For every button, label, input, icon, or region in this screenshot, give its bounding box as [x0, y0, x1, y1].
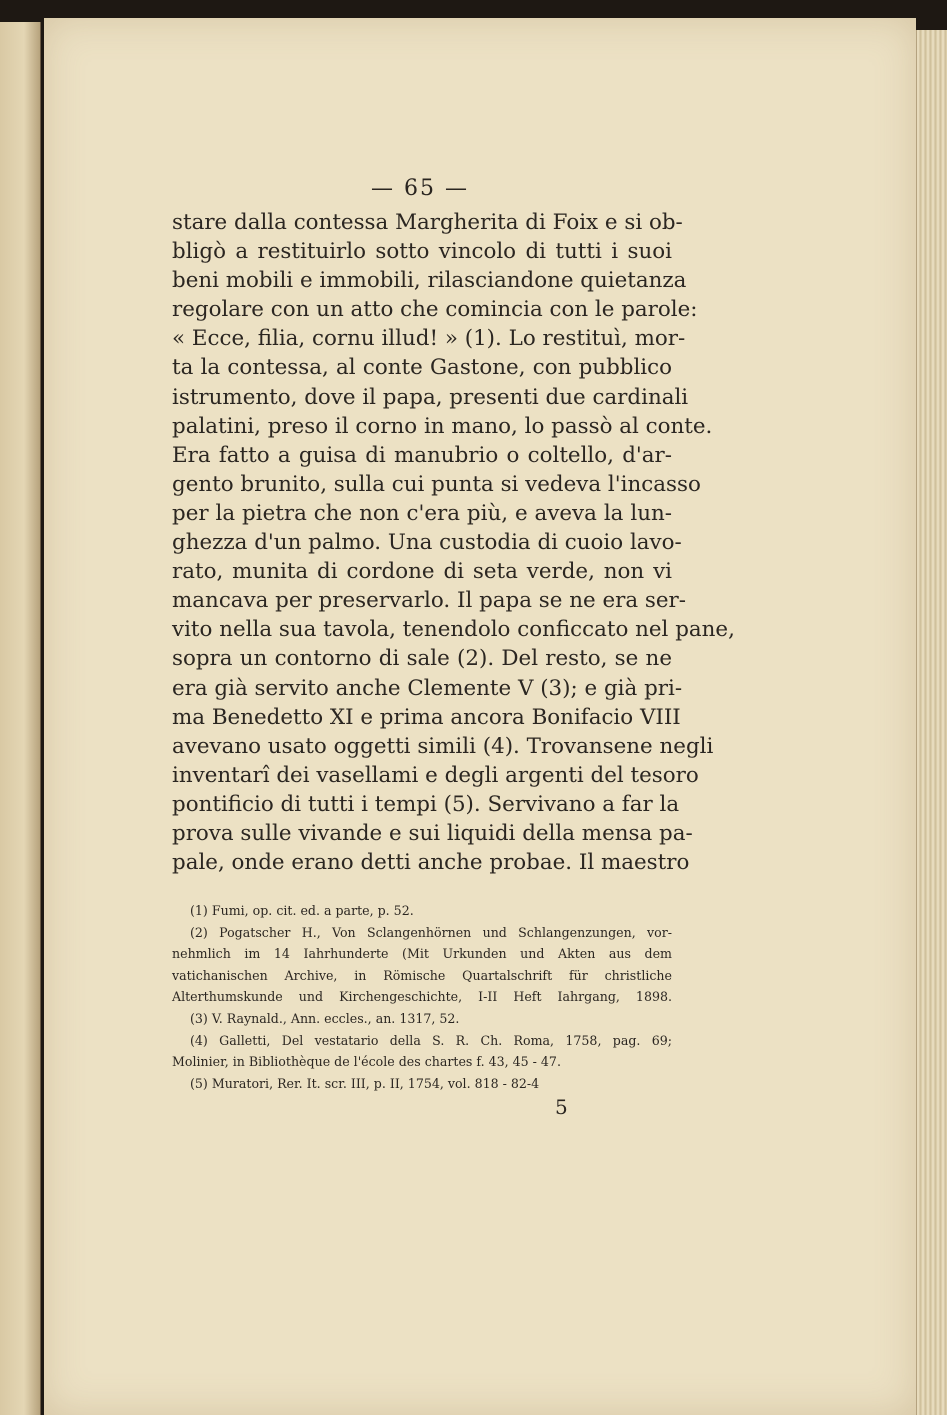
- body-line: per la pietra che non c'era più, e aveva la lun-: [172, 500, 672, 526]
- footnote: Molinier, in Bibliothèque de l'école des chartes f. 43, 45 - 47.: [172, 1054, 561, 1070]
- body-line: regolare con un atto che comincia con le parole:: [172, 297, 698, 323]
- body-line: Era fatto a guisa di manubrio o coltello, d'ar-: [172, 442, 672, 468]
- page-stack-edge: [916, 30, 947, 1415]
- footnote: (5) Muratori, Rer. It. scr. III, p. II, 1754, vol. 818 - 82-4: [190, 1075, 540, 1091]
- footnote: (2) Pogatscher H., Von Sclangenhörnen und Schlangenzungen, vor-: [190, 924, 672, 940]
- body-line: era già servito anche Clemente V (3); e già pri-: [172, 675, 683, 701]
- body-line: ta la contessa, al conte Gastone, con pubblico: [172, 355, 672, 381]
- body-line: mancava per preservarlo. Il papa se ne era ser-: [172, 588, 686, 614]
- body-line: inventarî dei vasellami e degli argenti del tesoro: [172, 762, 699, 788]
- body-line: ma Benedetto XI e prima ancora Bonifacio VIII: [172, 704, 681, 730]
- body-line: stare dalla contessa Margherita di Foix e si ob-: [172, 210, 683, 235]
- left-page-edge: [0, 22, 41, 1415]
- body-line: vito nella sua tavola, tenendolo conficcato nel pane,: [172, 617, 735, 643]
- footnote: (4) Galletti, Del vestatario della S. R. Ch. Roma, 1758, pag. 69;: [190, 1032, 672, 1048]
- body-line: « Ecce, filia, cornu illud! » (1). Lo restituì, mor-: [172, 326, 686, 352]
- footnotes: [172, 900, 672, 1094]
- footnote: nehmlich im 14 Iahrhunderte (Mit Urkunden und Akten aus dem: [172, 946, 672, 962]
- body-line: gento brunito, sulla cui punta si vedeva l'incasso: [172, 471, 701, 497]
- body-line: avevano usato oggetti simili (4). Trovansene negli: [172, 733, 714, 759]
- footnote: (3) V. Raynald., Ann. eccles., an. 1317, 52.: [190, 1010, 460, 1026]
- body-line: ghezza d'un palmo. Una custodia di cuoio lavo-: [172, 530, 682, 556]
- body-line: rato, munita di cordone di seta verde, non vi: [172, 559, 672, 585]
- body-text: [172, 208, 735, 877]
- signature-mark: 5: [555, 1095, 568, 1119]
- body-line: beni mobili e immobili, rilasciandone quietanza: [172, 268, 687, 294]
- footnote: (1) Fumi, op. cit. ed. a parte, p. 52.: [190, 903, 414, 918]
- body-line: bligò a restituirlo sotto vincolo di tutti i suoi: [172, 239, 672, 265]
- footnote: vatichanischen Archive, in Römische Quartalschrift für christliche: [172, 967, 672, 983]
- body-line: pale, onde erano detti anche probae. Il maestro: [172, 850, 690, 876]
- page-number: — 65 —: [371, 176, 469, 201]
- body-line: prova sulle vivande e sui liquidi della mensa pa-: [172, 820, 693, 846]
- body-line: palatini, preso il corno in mano, lo passò al conte.: [172, 413, 713, 439]
- body-line: istrumento, dove il papa, presenti due cardinali: [172, 384, 689, 410]
- body-line: pontificio di tutti i tempi (5). Servivano a far la: [172, 791, 680, 817]
- footnote: Alterthumskunde und Kirchengeschichte, I-II Heft Iahrgang, 1898.: [172, 989, 672, 1005]
- body-line: sopra un contorno di sale (2). Del resto, se ne: [172, 646, 672, 672]
